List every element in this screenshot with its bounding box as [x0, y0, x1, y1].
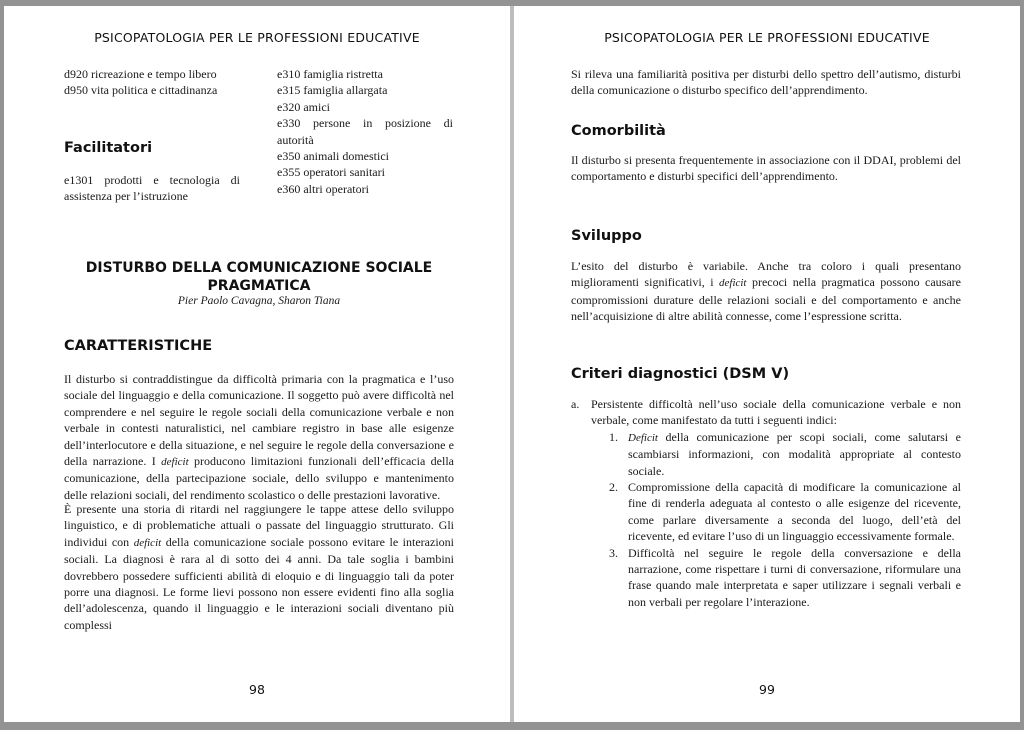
running-head: PSICOPATOLOGIA PER LE PROFESSIONI EDUCATIVE	[604, 30, 930, 45]
page-number: 99	[759, 682, 775, 697]
page-98	[4, 6, 510, 722]
list-item: e330 persone in posizione di autorità	[277, 116, 453, 147]
chapter-title-line1: DISTURBO DELLA COMUNICAZIONE SOCIALE	[85, 260, 433, 276]
text-run: Difficoltà nel seguire le regole della conversazione e della narrazione, come rispettare i turni di conversazione, riformulare una frase quando male interpretata e saper utilizzare i segnali verbali e non verbali per regolare l’interazione.	[628, 545, 961, 609]
paragraph-caratteristiche	[64, 371, 454, 503]
list-item: e315 famiglia allargata	[277, 83, 388, 98]
text-run: della comunicazione per scopi sociali, come salutarsi e scambiarsi informazioni, con modalità appropriate al contesto sociale.	[628, 429, 961, 478]
icf-list-right	[277, 66, 453, 197]
authors: Pier Paolo Cavagna, Sharon Tiana	[177, 295, 341, 307]
list-item: e355 operatori sanitari	[277, 165, 385, 180]
section-heading-sviluppo: Sviluppo	[571, 228, 642, 244]
list-marker: 2.	[609, 480, 618, 495]
list-item: e360 altri operatori	[277, 181, 369, 196]
list-marker: 1.	[609, 429, 618, 444]
list-item: e310 famiglia ristretta	[277, 67, 383, 81]
paragraph-comorbidita: Il disturbo si presenta frequentemente in associazione con il DDAI, problemi del comportamento e disturbi specifici dell’apprendimento.	[571, 153, 961, 184]
list-item: e350 animali domestici	[277, 149, 389, 164]
text-run: della comunicazione sociale possono evitare le interazioni sociali. La diagnosi è rara al di sotto dei 4 anni. Da tale soglia i bambini dovrebbero possedere sufficienti abilità di eloquio e di linguaggio tali da poter porre una diagnosi. Le forme lievi possono non essere evidenti fino alla soglia dell’adolescenza, quando il linguaggio e le interazioni sociali diventano più complessi	[64, 534, 454, 632]
text-run: producono limitazioni funzionali dell’efficacia della comunicazione, della partecipazione sociale, dello sviluppo e mantenimento delle relazioni sociali, del rendimento scolastico o delle prestazioni lavorative.	[64, 454, 454, 502]
criterion-a	[571, 396, 961, 429]
criterion-sub-item	[571, 479, 961, 545]
section-heading-criteri: Criteri diagnostici (DSM V)	[571, 366, 790, 382]
criteria-list	[571, 396, 961, 610]
list-item: d950 vita politica e cittadinanza	[64, 83, 218, 98]
paragraph-sviluppo	[571, 258, 961, 325]
text-run-italic: deficit	[133, 536, 162, 549]
chapter-title-line2: PRAGMATICA	[207, 278, 311, 294]
chapter-title-block	[64, 259, 454, 307]
facilitatori-item: e1301 prodotti e tecnologia di assistenza per l’istruzione	[64, 173, 240, 204]
paragraph-storia	[64, 501, 454, 633]
list-item: d920 ricreazione e tempo libero	[64, 67, 217, 81]
list-item: e320 amici	[277, 99, 330, 114]
text-run: Il disturbo si contraddistingue da difficoltà primaria con la pragmatica e l’uso sociale del linguaggio e della comunicazione. Il soggetto può avere difficoltà nel comprendere e nel seguire le regole sociali della comunicazione verbale e non verbale in contesti naturalistici, nel cambiare registro in base alle esigenze dell’interlocutore e della situazione, e nel seguire le regole della conversazione e della narrazione. I	[64, 372, 454, 469]
text-run: Compromissione della capacità di modificare la comunicazione al fine di renderla adeguata al contesto o alle esigenze del ricevente, come parlare diversamente a seconda del luogo, dell’età del ricevente, ed evitare l’uso di un linguaggio eccessivamente formale.	[628, 480, 961, 544]
text-run-italic: deficit	[719, 277, 747, 290]
text-run-italic: Deficit	[628, 431, 658, 444]
text-run-italic: deficit	[161, 456, 189, 469]
list-marker: a.	[571, 397, 580, 411]
criterion-sub-item	[571, 429, 961, 479]
icf-list-left	[64, 66, 254, 99]
page-99	[514, 6, 1020, 722]
running-head: PSICOPATOLOGIA PER LE PROFESSIONI EDUCATIVE	[94, 30, 420, 45]
criterion-sub-item	[571, 545, 961, 611]
text-run: È presente una storia di ritardi nel raggiungere le tappe attese dello sviluppo linguistico, e di problematiche attuali o passate del linguaggio strutturato. Gli individui con	[64, 502, 454, 549]
text-run: precoci nella pragmatica possono causare compromissioni durature delle relazioni sociali e del comportamento e anche nell’acquisizione di altre abilità connesse, come l’espressione scritta.	[571, 275, 961, 324]
list-marker: 3.	[609, 545, 618, 560]
page-number: 98	[249, 682, 265, 697]
section-heading-comorbidita: Comorbilità	[571, 123, 666, 139]
paragraph-familiarita: Si rileva una familiarità positiva per disturbi dello spettro dell’autismo, disturbi della comunicazione o disturbo specifico dell’apprendimento.	[571, 67, 961, 98]
section-heading-caratteristiche: CARATTERISTICHE	[64, 338, 213, 354]
criterion-a-text: Persistente difficoltà nell’uso sociale della comunicazione verbale e non verbale, come manifestato da tutti i seguenti indici:	[591, 397, 961, 428]
section-heading-facilitatori: Facilitatori	[64, 140, 153, 156]
text-run: L’esito del disturbo è variabile. Anche tra coloro i quali presentano miglioramenti significativi, i	[571, 259, 961, 290]
